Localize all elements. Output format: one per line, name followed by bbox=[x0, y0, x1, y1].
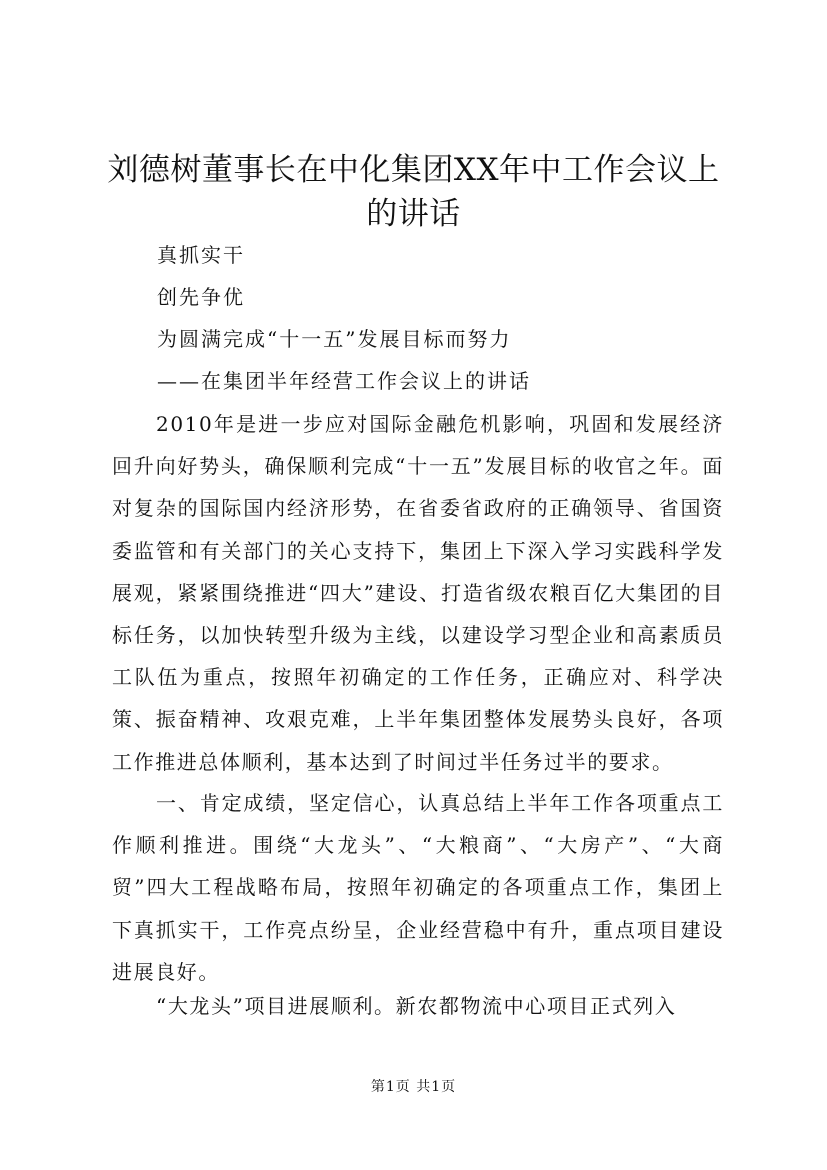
heading-line-1: 真抓实干 bbox=[157, 243, 245, 267]
paragraph-2: 一、肯定成绩，坚定信心，认真总结上半年工作各项重点工作顺利推进。围绕“大龙头”、“大粮商”、“大房产”、“大商贸”四大工程战略布局，按照年初确定的各项重点工作，集团上下真抓实干，工作亮点纷呈，企业经营稳中有升，重点项目建设进展良好。 bbox=[112, 791, 724, 984]
heading-line-3: 为圆满完成“十一五”发展目标而努力 bbox=[157, 327, 512, 351]
heading-line-4: ——在集团半年经营工作会议上的讲话 bbox=[157, 369, 531, 393]
heading-line-2: 创先争优 bbox=[157, 285, 245, 309]
page-footer: 第1页 共1页 bbox=[370, 1079, 457, 1095]
paragraph-3: “大龙头”项目进展顺利。新农都物流中心项目正式列入 bbox=[156, 994, 677, 1018]
paragraph-1: 2010年是进一步应对国际金融危机影响，巩固和发展经济回升向好势头，确保顺利完成“十一五”发展目标的收官之年。面对复杂的国际国内经济形势，在省委省政府的正确领导、省国资委监管和有关部门的关心支持下，集团上下深入学习实践科学发展观，紧紧围绕推进“四大”建设、打造省级农粮百亿大集团的目标任务，以加快转型升级为主线，以建设学习型企业和高素质员工队伍为重点，按照年初确定的工作任务，正确应对、科学决策、振奋精神、攻艰克难，上半年集团整体发展势头良好，各项工作推进总体顺利，基本达到了时间过半任务过半的要求。 bbox=[112, 412, 724, 774]
document-title: 刘德树董事长在中化集团XX年中工作会议上的讲话 bbox=[107, 152, 720, 232]
